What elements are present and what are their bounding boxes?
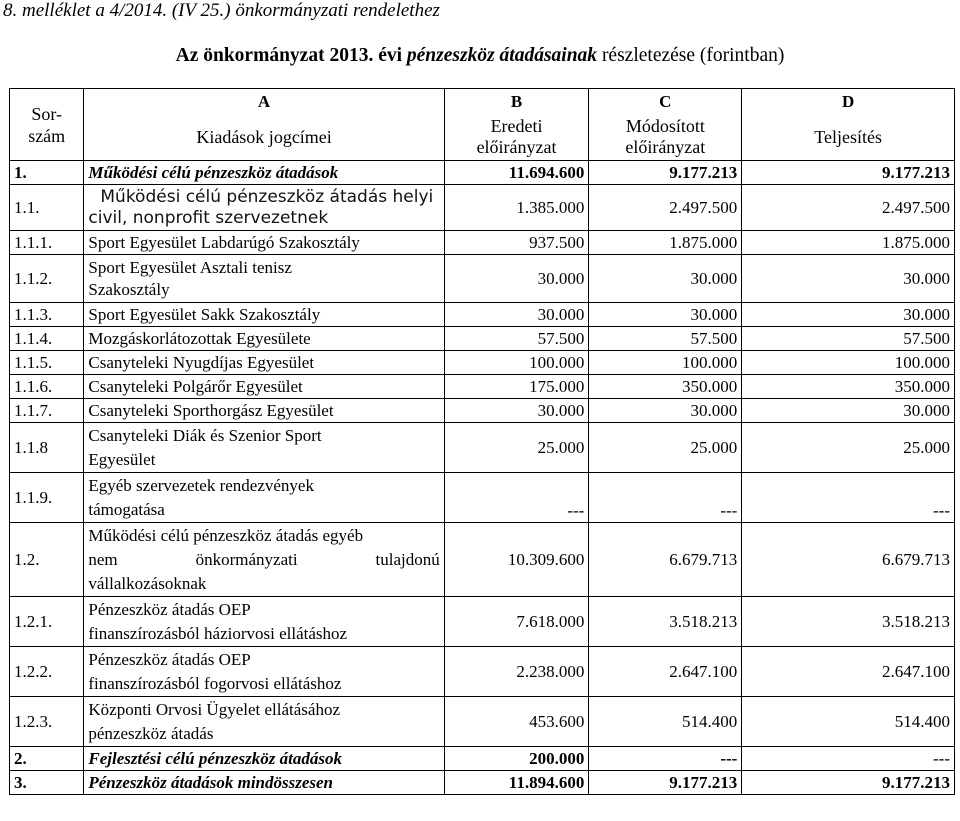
cell-modified: 57.500 <box>589 327 742 351</box>
row-number: 1.1.2. <box>10 255 84 303</box>
document-title <box>0 44 960 68</box>
cell-modified: 30.000 <box>589 303 742 327</box>
row-number: 1. <box>10 161 84 185</box>
header-letter-row <box>10 89 955 115</box>
cell-original: 30.000 <box>444 255 589 303</box>
table-row <box>10 327 955 351</box>
row-title-line2-w1: nem <box>88 549 118 569</box>
row-title: Csanyteleki Polgárőr Egyesület <box>84 375 444 399</box>
row-number: 1.1.6. <box>10 375 84 399</box>
row-title-line1: Működési célú pénzeszköz átadás egyéb <box>88 525 364 545</box>
row-title-line1: Csanyteleki Diák és Szenior Sport <box>88 425 322 445</box>
cell-original: 175.000 <box>444 375 589 399</box>
row-title <box>84 597 444 647</box>
cell-actual: 30.000 <box>742 303 955 327</box>
cell-actual: 6.679.713 <box>742 523 955 597</box>
row-number: 1.1.1. <box>10 231 84 255</box>
cell-actual: 350.000 <box>742 375 955 399</box>
row-title: Mozgáskorlátozottak Egyesülete <box>84 327 444 351</box>
row-title-line1: Központi Orvosi Ügyelet ellátásához <box>88 699 340 719</box>
cell-modified: 25.000 <box>589 423 742 473</box>
cell-modified: --- <box>589 473 742 523</box>
annex-reference: 8. melléklet a 4/2014. (IV 25.) önkormányzati rendelethez <box>3 0 440 21</box>
table-row <box>10 399 955 423</box>
cell-original: 11.694.600 <box>444 161 589 185</box>
cell-original: 1.385.000 <box>444 185 589 231</box>
cell-modified: 3.518.213 <box>589 597 742 647</box>
header-sorszam-line2: szám <box>28 125 66 146</box>
cell-actual: 9.177.213 <box>742 161 955 185</box>
row-number: 1.1.7. <box>10 399 84 423</box>
cell-actual: 2.647.100 <box>742 647 955 697</box>
table-row <box>10 771 955 795</box>
row-title-line2-w3: tulajdonú <box>375 549 440 569</box>
row-title-line2: pénzeszköz átadás <box>88 723 214 743</box>
transfers-table <box>9 88 955 795</box>
header-col-b-line1: Eredeti <box>490 116 543 137</box>
cell-modified: 9.177.213 <box>589 161 742 185</box>
title-part-1: Az önkormányzat 2013. évi <box>175 45 407 66</box>
row-title-line2: finanszírozásból fogorvosi ellátáshoz <box>88 673 342 693</box>
header-sorszam <box>10 89 84 161</box>
cell-original: 10.309.600 <box>444 523 589 597</box>
row-title <box>84 647 444 697</box>
cell-original: 100.000 <box>444 351 589 375</box>
cell-original: 25.000 <box>444 423 589 473</box>
header-col-d: Teljesítés <box>742 115 955 161</box>
cell-actual: --- <box>742 747 955 771</box>
row-title-line1: Pénzeszköz átadás OEP <box>88 649 251 669</box>
row-title-line1: Működési célú pénzeszköz átadás helyi <box>100 186 434 207</box>
row-title-line1: Pénzeszköz átadás OEP <box>88 599 251 619</box>
title-part-2: pénzeszköz átadásainak <box>406 45 598 66</box>
row-title-line2-w2: önkormányzati <box>195 549 298 569</box>
row-number: 1.2.2. <box>10 647 84 697</box>
table-row <box>10 351 955 375</box>
cell-actual: 9.177.213 <box>742 771 955 795</box>
cell-original: --- <box>444 473 589 523</box>
cell-original: 453.600 <box>444 697 589 747</box>
cell-modified: 30.000 <box>589 399 742 423</box>
row-title <box>84 185 444 231</box>
row-number: 1.2.1. <box>10 597 84 647</box>
header-col-c-line1: Módosított <box>625 116 705 137</box>
cell-original: 937.500 <box>444 231 589 255</box>
cell-actual: 2.497.500 <box>742 185 955 231</box>
cell-modified: --- <box>589 747 742 771</box>
cell-actual: 25.000 <box>742 423 955 473</box>
header-col-c-line2: előirányzat <box>625 137 706 158</box>
cell-actual: 100.000 <box>742 351 955 375</box>
header-letter-c: C <box>589 89 742 115</box>
cell-actual: 30.000 <box>742 399 955 423</box>
cell-modified: 350.000 <box>589 375 742 399</box>
header-letter-b: B <box>444 89 589 115</box>
header-label-row <box>10 115 955 161</box>
cell-actual: 57.500 <box>742 327 955 351</box>
table-row <box>10 423 955 473</box>
cell-original: 200.000 <box>444 747 589 771</box>
row-title: Pénzeszköz átadások mindösszesen <box>84 771 444 795</box>
cell-original: 2.238.000 <box>444 647 589 697</box>
table-row <box>10 185 955 231</box>
table-row <box>10 747 955 771</box>
row-number: 1.1.9. <box>10 473 84 523</box>
cell-actual: --- <box>742 473 955 523</box>
table-row <box>10 473 955 523</box>
row-number: 1.2. <box>10 523 84 597</box>
row-title-line1: Egyéb szervezetek rendezvények <box>88 475 314 495</box>
cell-modified: 514.400 <box>589 697 742 747</box>
header-col-a: Kiadások jogcímei <box>84 115 444 161</box>
header-letter-a: A <box>84 89 444 115</box>
table-row <box>10 303 955 327</box>
cell-actual: 3.518.213 <box>742 597 955 647</box>
header-letter-d: D <box>742 89 955 115</box>
table-row <box>10 375 955 399</box>
row-title: Csanyteleki Nyugdíjas Egyesület <box>84 351 444 375</box>
cell-original: 30.000 <box>444 399 589 423</box>
title-part-3: részletezése (forintban) <box>597 45 785 66</box>
row-number: 1.1.8 <box>10 423 84 473</box>
row-title <box>84 473 444 523</box>
row-number: 1.1.4. <box>10 327 84 351</box>
row-title: Fejlesztési célú pénzeszköz átadások <box>84 747 444 771</box>
table-row <box>10 697 955 747</box>
row-title <box>84 523 444 597</box>
row-title <box>84 423 444 473</box>
cell-original: 30.000 <box>444 303 589 327</box>
row-number: 1.1.3. <box>10 303 84 327</box>
cell-modified: 2.647.100 <box>589 647 742 697</box>
cell-modified: 2.497.500 <box>589 185 742 231</box>
cell-original: 11.894.600 <box>444 771 589 795</box>
row-number: 3. <box>10 771 84 795</box>
cell-actual: 1.875.000 <box>742 231 955 255</box>
row-number: 2. <box>10 747 84 771</box>
row-title-line2 <box>88 548 439 572</box>
cell-original: 57.500 <box>444 327 589 351</box>
table-row <box>10 647 955 697</box>
header-sorszam-line1: Sor- <box>31 103 62 124</box>
table-row <box>10 231 955 255</box>
cell-modified: 100.000 <box>589 351 742 375</box>
table-row <box>10 255 955 303</box>
row-number: 1.1.5. <box>10 351 84 375</box>
row-title-line2: civil, nonprofit szervezetnek <box>88 207 329 228</box>
row-title-line2: finanszírozásból háziorvosi ellátáshoz <box>88 623 348 643</box>
cell-modified: 1.875.000 <box>589 231 742 255</box>
cell-modified: 30.000 <box>589 255 742 303</box>
row-title: Csanyteleki Sporthorgász Egyesület <box>84 399 444 423</box>
row-title-line2: Egyesület <box>88 449 156 469</box>
row-title: Sport Egyesület Labdarúgó Szakosztály <box>84 231 444 255</box>
row-title-line2: Szakosztály <box>88 279 170 299</box>
cell-modified: 6.679.713 <box>589 523 742 597</box>
header-col-c <box>589 115 742 161</box>
row-title-line3: vállalkozásoknak <box>88 573 207 593</box>
cell-original: 7.618.000 <box>444 597 589 647</box>
table-row <box>10 597 955 647</box>
row-number: 1.2.3. <box>10 697 84 747</box>
header-col-b-line2: előirányzat <box>476 137 557 158</box>
row-title-line2: támogatása <box>88 499 165 519</box>
row-title: Működési célú pénzeszköz átadások <box>84 161 444 185</box>
table-row <box>10 523 955 597</box>
header-col-b <box>444 115 589 161</box>
table-row <box>10 161 955 185</box>
row-title-line1: Sport Egyesület Asztali tenisz <box>88 257 292 277</box>
row-title <box>84 255 444 303</box>
cell-actual: 30.000 <box>742 255 955 303</box>
cell-modified: 9.177.213 <box>589 771 742 795</box>
row-title: Sport Egyesület Sakk Szakosztály <box>84 303 444 327</box>
row-number: 1.1. <box>10 185 84 231</box>
row-title <box>84 697 444 747</box>
cell-actual: 514.400 <box>742 697 955 747</box>
